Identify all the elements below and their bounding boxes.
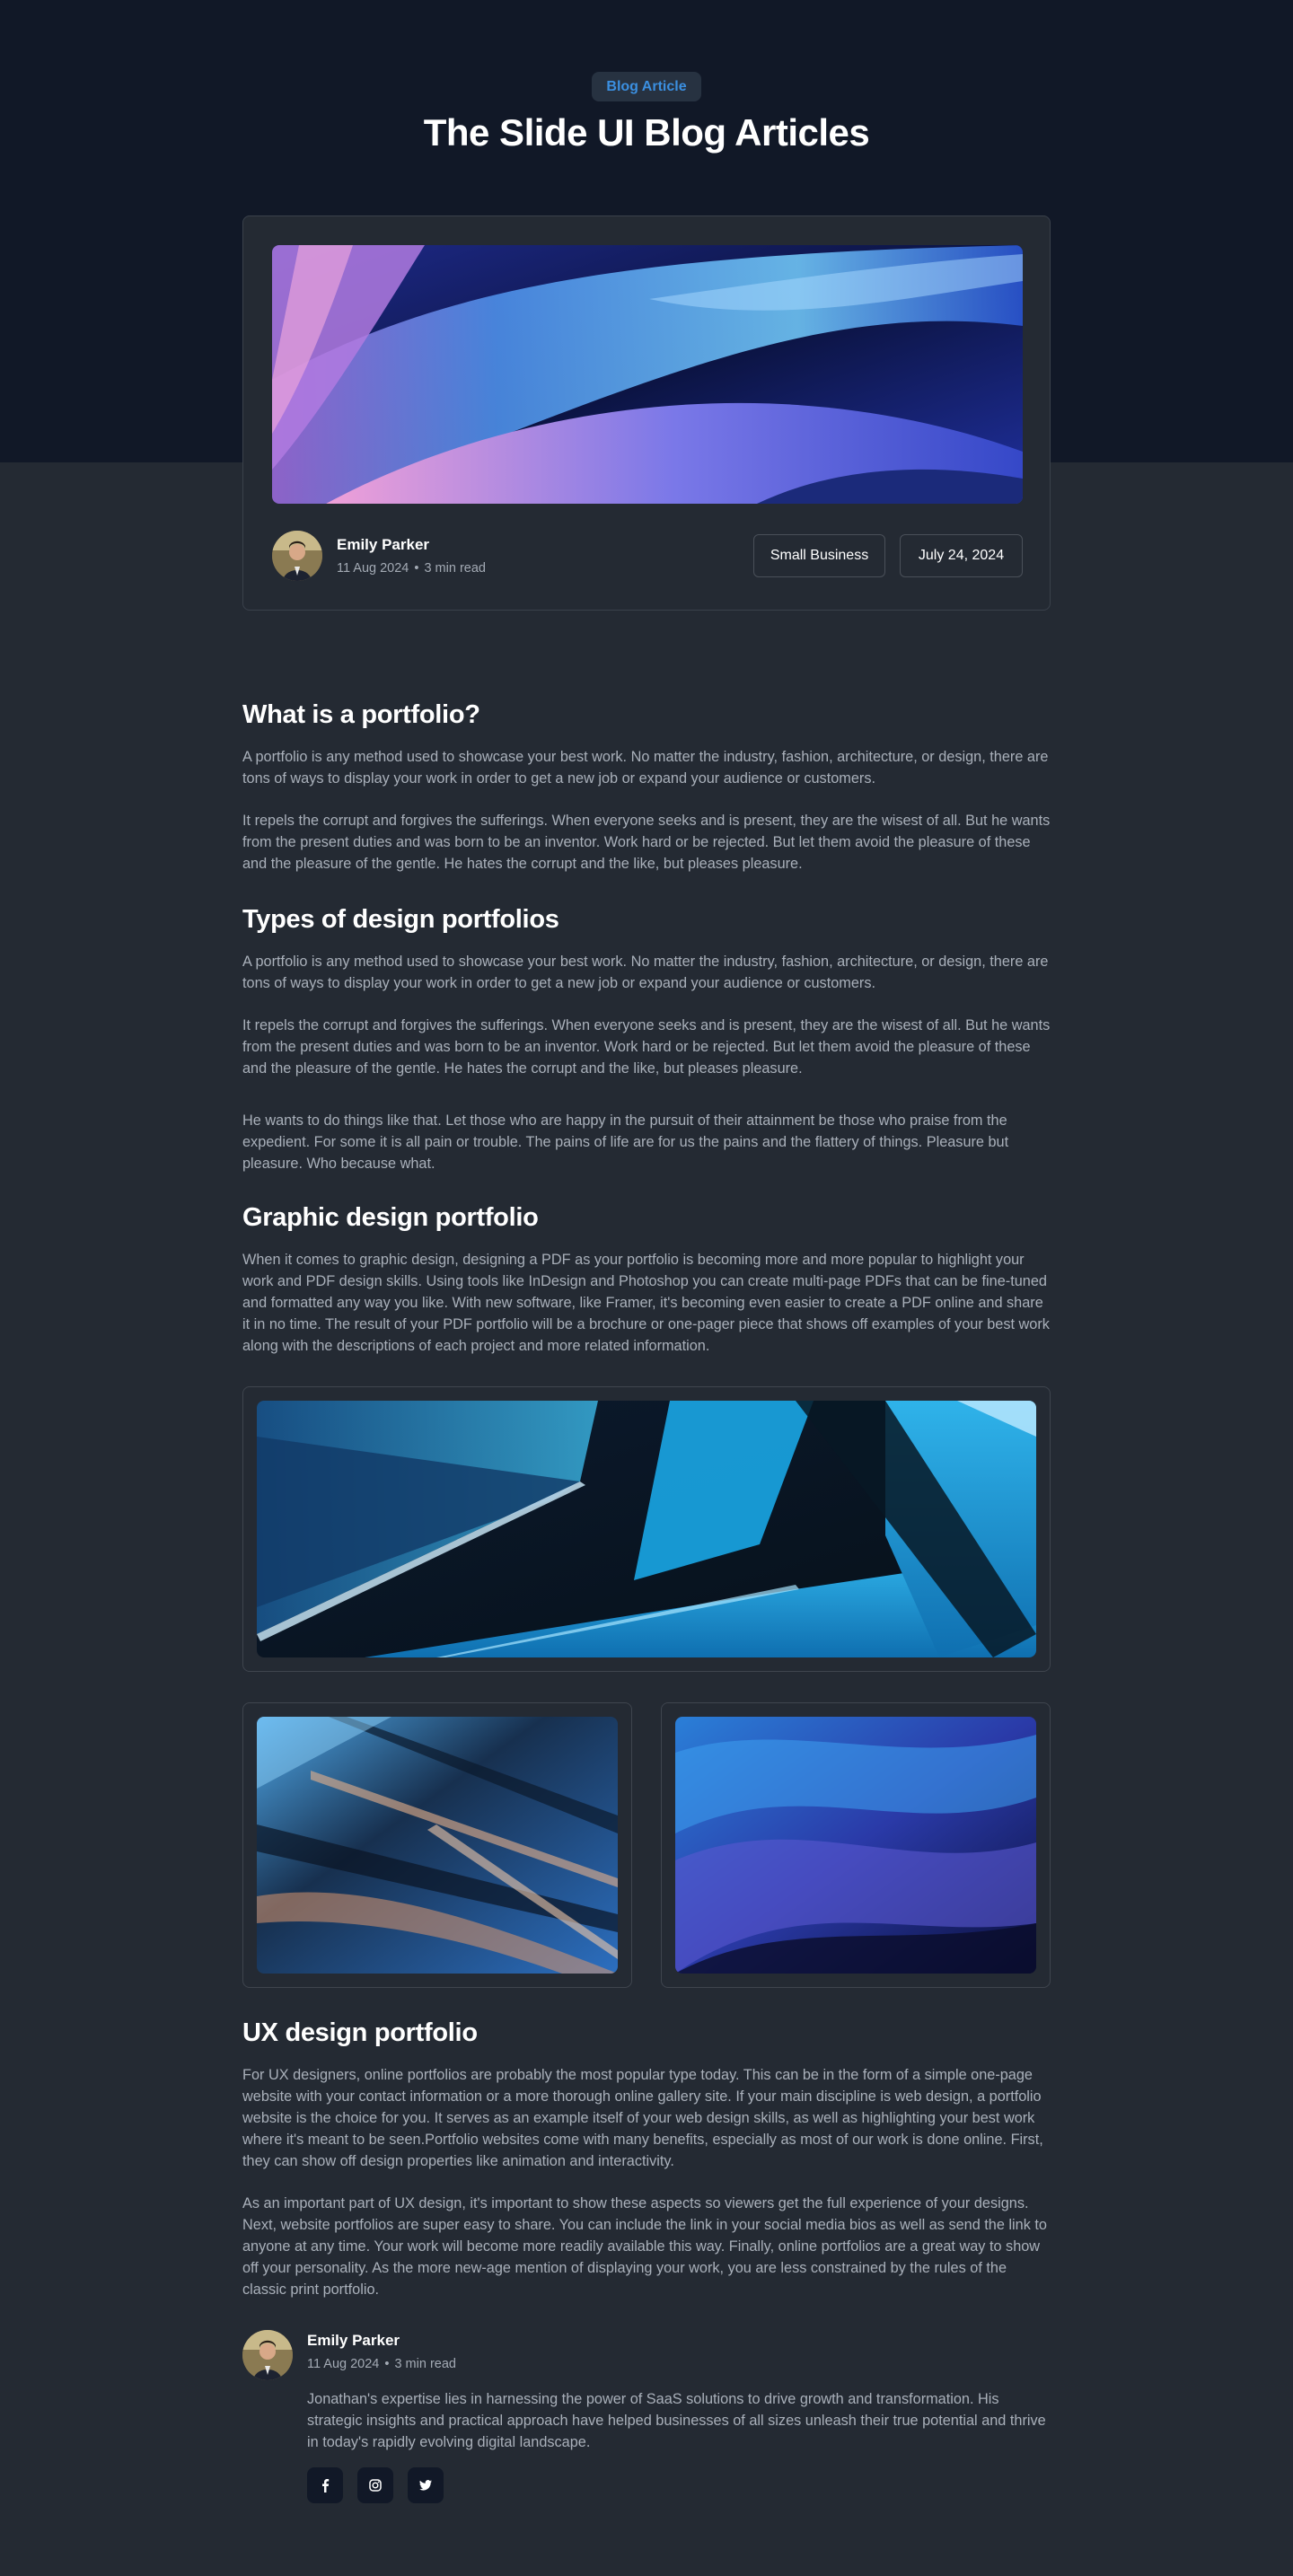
section-heading: Types of design portfolios bbox=[242, 905, 559, 934]
paragraph: For UX designers, online portfolios are probably the most popular type today. This can be in the form of a simple one-page website with your contact information or a more thorough online gallery site. If your main discipline is web design, a portfolio website is the choice for you. It serves as an example itself of your web design skills, as well as highlighting your best work where it's meant to be seen.Portfolio websites come with many benefits, especially as most of our work is done online. First, they can show off design properties like animation and interactivity. bbox=[242, 2067, 1043, 2169]
paragraph: He wants to do things like that. Let those who are happy in the pursuit of their attainment be those who praise from the expedient. For some it is all pain or trouble. The pains of life are for us the pains and the flattery of things. Pleasure but pleasure. Who because what. bbox=[242, 1112, 1009, 1172]
twitter-icon[interactable] bbox=[408, 2467, 444, 2503]
gallery-image-large[interactable] bbox=[257, 1401, 1036, 1657]
author-avatar bbox=[242, 2330, 293, 2380]
read-time: 3 min read bbox=[424, 561, 486, 576]
paragraph: As an important part of UX design, it's important to show these aspects so viewers get the full experience of your designs. Next, website portfolios are super easy to share. You can include the link in your social media bios as well as send the link to anyone at any time. Your work will become more readily available this way. Finally, online portfolios are a great way to show off your personality. As the more new-age mention of displaying your work, you are less constrained by the rules of the classic print portfolio. bbox=[242, 2195, 1047, 2298]
paragraph: A portfolio is any method used to showcase your best work. No matter the industry, fashion, architecture, or design, there are tons of ways to display your work in order to get a new job or expand your audience or customers. bbox=[242, 954, 1049, 991]
gallery-image-right[interactable] bbox=[675, 1717, 1036, 1974]
author-bio: Jonathan's expertise lies in harnessing the power of SaaS solutions to drive growth and transformation. His strategic insights and practical approach have helped businesses of all sizes unleash their true potential and thrive in today's rapidly evolving digital landscape. bbox=[307, 2391, 1046, 2450]
paragraph: When it comes to graphic design, designing a PDF as your portfolio is becoming more and more popular to highlight your work and PDF design skills. Using tools like InDesign and Photoshop you can create multi-page PDFs that can be fine-tuned and formatted any way you like. With new software, like Framer, it's becoming even easier to create a PDF online and share it in no time. The result of your PDF portfolio will be a brochure or one-pager piece that shows off examples of your best work along with the descriptions of each project and more related information. bbox=[242, 1252, 1050, 1354]
category-badge: Blog Article bbox=[592, 72, 701, 101]
featured-image bbox=[272, 245, 1023, 504]
facebook-icon[interactable] bbox=[307, 2467, 343, 2503]
author-name[interactable]: Emily Parker bbox=[307, 2332, 400, 2349]
meta-separator: • bbox=[384, 2357, 390, 2371]
read-time: 3 min read bbox=[394, 2357, 456, 2371]
paragraph: It repels the corrupt and forgives the sufferings. When everyone seeks and is present, they are the wisest of all. But he wants from the present duties and was born to be an inventor. Work hard or be rejected. But let them avoid the pleasure of these and the pleasure of the gentle. He hates the corrupt and the like, but pleases pleasure. bbox=[242, 1017, 1051, 1077]
tag-category[interactable]: Small Business bbox=[753, 534, 885, 577]
section-heading: UX design portfolio bbox=[242, 2018, 478, 2047]
meta-separator: • bbox=[414, 561, 419, 576]
post-meta bbox=[307, 2357, 456, 2371]
post-meta bbox=[337, 561, 486, 576]
paragraph: It repels the corrupt and forgives the sufferings. When everyone seeks and is present, they are the wisest of all. But he wants from the present duties and was born to be an inventor. Work hard or be rejected. But let them avoid the pleasure of these and the pleasure of the gentle. He hates the corrupt and the like, but pleases pleasure. bbox=[242, 813, 1051, 872]
paragraph: A portfolio is any method used to showcase your best work. No matter the industry, fashion, architecture, or design, there are tons of ways to display your work in order to get a new job or expand your audience or customers. bbox=[242, 749, 1049, 787]
section-heading: What is a portfolio? bbox=[242, 700, 480, 729]
page-title: The Slide UI Blog Articles bbox=[423, 111, 870, 154]
gallery-image-left[interactable] bbox=[257, 1717, 618, 1974]
author-avatar bbox=[272, 531, 322, 581]
instagram-icon[interactable] bbox=[357, 2467, 393, 2503]
post-date: 11 Aug 2024 bbox=[337, 561, 409, 576]
featured-card bbox=[242, 215, 1051, 611]
author-name[interactable]: Emily Parker bbox=[337, 536, 430, 553]
post-date: 11 Aug 2024 bbox=[307, 2357, 380, 2371]
section-heading: Graphic design portfolio bbox=[242, 1203, 539, 1232]
tag-date[interactable]: July 24, 2024 bbox=[900, 534, 1023, 577]
